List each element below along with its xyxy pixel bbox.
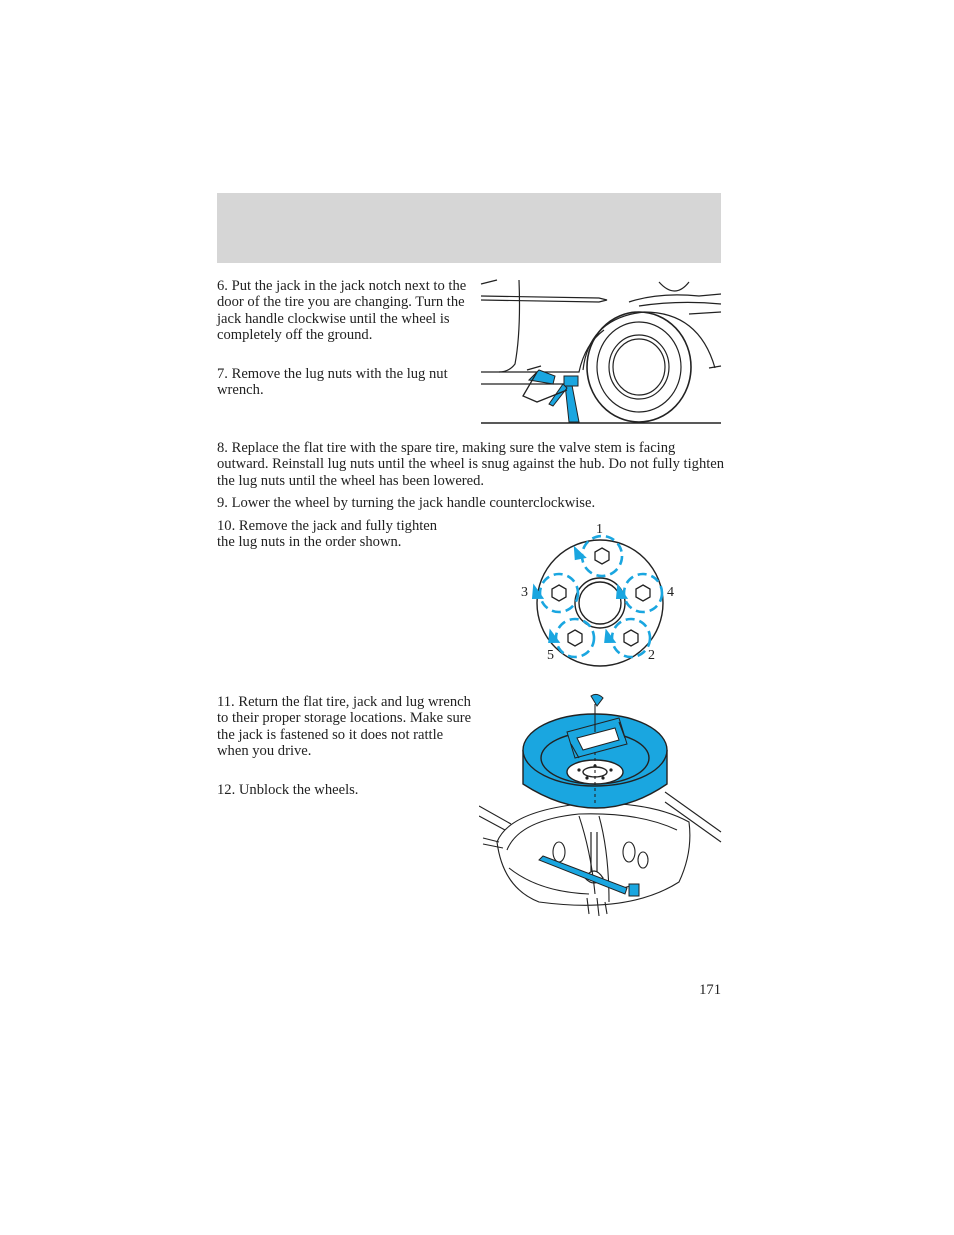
lug-label-1: 1 (596, 522, 603, 537)
step-11-text: 11. Return the flat tire, jack and lug wrench to their proper storage locations. Make sure the jack is fastened so it does not rattle when you drive. (217, 694, 472, 760)
step-12-text: 12. Unblock the wheels. (217, 782, 359, 798)
page-number: 171 (699, 982, 721, 998)
lug-nut-order-diagram (515, 518, 685, 668)
step-8-text: 8. Replace the flat tire with the spare tire, making sure the valve stem is facing outward. Reinstall lug nuts until the wheel is snug against the hub. Do not fully tighten the lug nuts until the wheel has been lowered. (217, 440, 725, 489)
step-6-text: 6. Put the jack in the jack notch next to the door of the tire you are changing. Turn the jack handle clockwise until the wheel is completely off the ground. (217, 278, 467, 344)
step-9-text: 9. Lower the wheel by turning the jack handle counterclockwise. (217, 495, 596, 511)
step-10-text: 10. Remove the jack and fully tighten the lug nuts in the order shown. (217, 518, 438, 551)
step-7-text: 7. Remove the lug nuts with the lug nut wrench. (217, 366, 448, 399)
lug-label-3: 3 (521, 585, 528, 600)
lug-label-4: 4 (667, 585, 674, 600)
header-band (217, 193, 721, 263)
spare-tire-storage-illustration (479, 692, 723, 918)
lug-label-2: 2 (648, 648, 655, 663)
jack-under-car-illustration (479, 272, 723, 428)
lug-label-5: 5 (547, 648, 554, 663)
